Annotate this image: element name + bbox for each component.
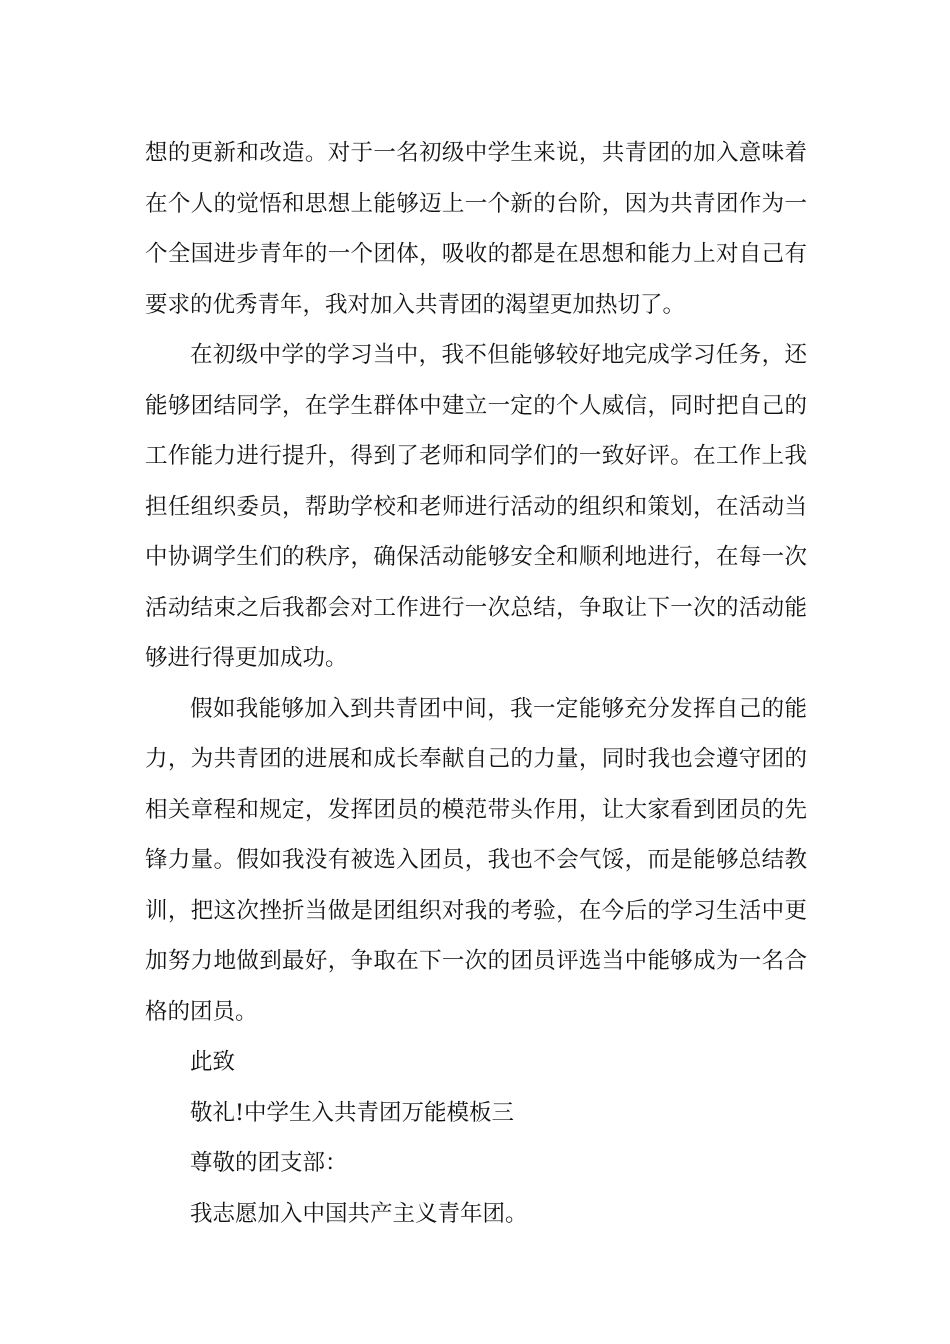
opening-line: 我志愿加入中国共产主义青年团。 [190,1200,528,1227]
letter-body [145,128,807,1239]
closing-text: 此致 [190,1049,236,1075]
paragraph-continuation: 想的更新和改造。对于一名初级中学生来说，共青团的加入意味着在个人的觉悟和思想上能够迈上一个新的台阶，因为共青团作为一个全国进步青年的一个团体，吸收的都是在思想和能力上对自己有要求的优秀青年，我对加入共青团的渴望更加热切了。 [145,140,807,318]
salute-and-template-heading: 敬礼!中学生入共青团万能模板三 [190,1099,515,1126]
paragraph-school-work: 在初级中学的学习当中，我不但能够较好地完成学习任务，还能够团结同学，在学生群体中建立一定的个人威信，同时把自己的工作能力进行提升，得到了老师和同学们的一致好评。在工作上我担任组织委员，帮助学校和老师进行活动的组织和策划，在活动当中协调学生们的秩序，确保活动能够安全和顺利地进行，在每一次活动结束之后我都会对工作进行一次总结，争取让下一次的活动能够进行得更加成功。 [145,342,807,671]
greeting-line: 尊敬的团支部： [190,1150,348,1176]
paragraph-commitment: 假如我能够加入到共青团中间，我一定能够充分发挥自己的能力，为共青团的进展和成长奉献自己的力量，同时我也会遵守团的相关章程和规定，发挥团员的模范带头作用，让大家看到团员的先锋力量。假如我没有被选入团员，我也不会气馁，而是能够总结教训，把这次挫折当做是团组织对我的考验，在今后的学习生活中更加努力地做到最好，争取在下一次的团员评选当中能够成为一名合格的团员。 [145,695,807,1025]
